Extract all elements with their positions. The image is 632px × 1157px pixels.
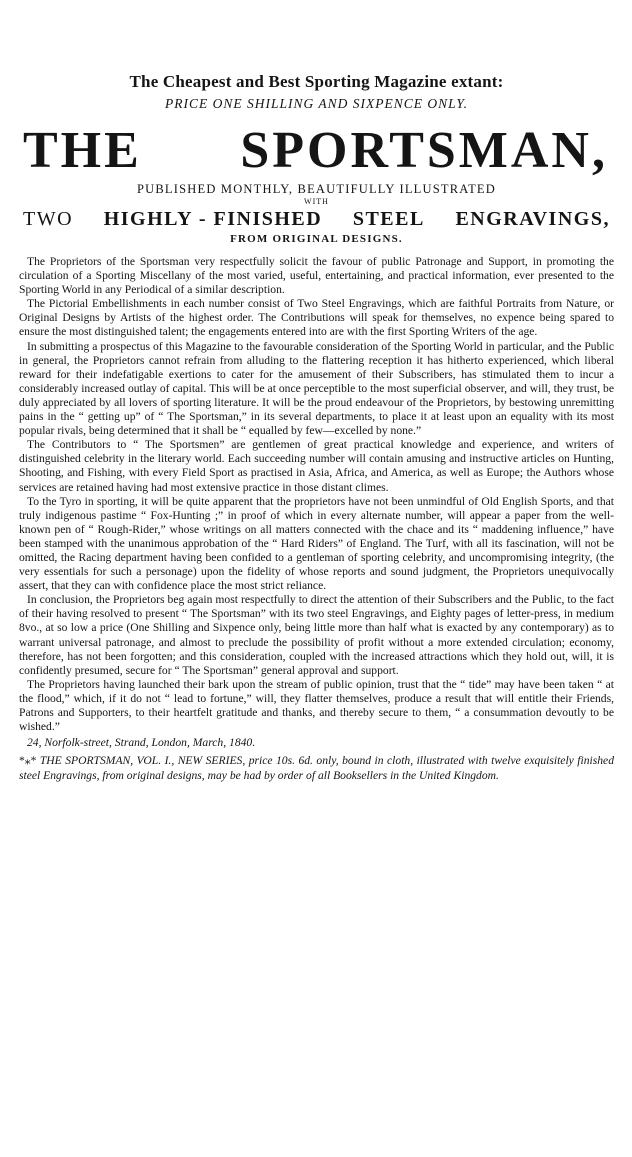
engravings-word-highly-finished: HIGHLY - FINISHED xyxy=(103,208,323,230)
paragraph-prospectus: In submitting a prospectus of this Magazine to the favourable consideration of the Sporting World in particular, and the Public in general, the Proprietors cannot refrain from alluding to the flattering reception it has hitherto experienced, which liberal reward for their indefatigable exertions to cater for the amusement of their Subscribers, has stimulated them to incur a considerably increased outlay of capital. This will be at once perceptible to the most superficial observer, and will, they trust, be duly appreciated by all lovers of sporting literature. It will be the proud endeavour of the Proprietors, by bestowing unremitting pains in the “ getting up” of “ The Sportsman,” in its several departments, to place it at least upon an equality with its most popular rivals, being determined that it shall be “ equalled by few—excelled by none.” xyxy=(19,339,614,438)
paragraph-proprietors: The Proprietors having launched their bark upon the stream of public opinion, trust that the “ tide” may have been taken “ at the flood,” which, if it do not “ lead to fortune,” will, they flatter themselves, produce a result that will entitle their Friends, Patrons and Supporters, to their heartfelt gratitude and thanks, and thereby secure to them, “ a consummation devoutly to be wished.” xyxy=(19,677,614,734)
paragraph-embellishments: The Pictorial Embellishments in each number consist of Two Steel Engravings, which are faithful Portraits from Nature, or Original Designs by Artists of the highest order. The Contributions will speak for themselves, no expence being spared to ensure the most distinguished talent; the engagements entered into are with the first Sporting Writers of the age. xyxy=(19,297,614,339)
paragraph-conclusion: In conclusion, the Proprietors beg again most respectfully to direct the attention of their Subscribers and the Public, to the fact of their having resolved to present “ The Sportsman” with its two steel Engravings, and Eighty pages of letter-press, in medium 8vo., at so low a price (One Shilling and Sixpence only, being little more than half what is exacted by any contemporary) as to warrant universal patronage, and almost to preclude the possibility of profit without a more extended circulation; economy, therefore, has not been forgotten; and this consideration, coupled with the increased attractions which they hold out, will, it is confidently presumed, secure for “ The Sportsman” general approval and support. xyxy=(19,593,614,677)
designs-line: FROM ORIGINAL DESIGNS. xyxy=(230,233,403,245)
paragraph-contributors: The Contributors to “ The Sportsmen” are gentlemen of great practical knowledge and experience, and writers of distinguished celebrity in the literary world. Each succeeding number will contain amusing and instructive articles on Hunting, Shooting, and Fishing, with every Field Sport as practised in Asia, Africa, and America, as well as Europe; the Authors whose services are retained having had most extensive practice in those distant climes. xyxy=(19,438,614,494)
paragraph-tyro: To the Tyro in sporting, it will be quite apparent that the proprietors have not been unmindful of Old English Sports, and that truly indigenous pastime “ Fox-Hunting ;” in proof of which in every alternate number, will appear a paper from the well-known pen of “ Rough-Rider,” whose writings on all matters connected with the chace and its “ maddening influence,” have been stamped with the unanimous approbation of the “ Hard Riders” of England. The Turf, with all its fascination, will not be omitted, the Racing department having been confided to a gentleman of sporting celebrity, and uncompromising integrity, (the very essentials for such a personage) upon the fidelity of whose reports and sound judgment, the Proprietors unequivocally assert, that they can with confidence place the most strict reliance. xyxy=(19,494,614,593)
masthead-title xyxy=(23,123,608,179)
headline: The Cheapest and Best Sporting Magazine extant: xyxy=(129,72,504,91)
footer-text: THE SPORTSMAN, VOL. I., NEW SERIES, price 10s. 6d. only, bound in cloth, illustrated with twelve exquisitely finished steel Engravings, from original designs, may be had by order of all Booksellers in the United Kingdom. xyxy=(19,754,614,782)
with-word: WITH xyxy=(304,197,329,206)
title-word-sportsman: SPORTSMAN, xyxy=(240,122,608,179)
footer-notice xyxy=(19,754,614,783)
paragraph-intro: The Proprietors of the Sportsman very respectfully solicit the favour of public Patronage and Support, in promoting the circulation of a Sporting Miscellany of the most varied, useful, entertaining, and practical information, ever presented to the Sporting World in any Periodical of a similar description. xyxy=(19,255,614,297)
price-line: PRICE ONE SHILLING AND SIXPENCE ONLY. xyxy=(164,96,468,111)
engravings-word-engravings: ENGRAVINGS, xyxy=(455,208,610,230)
address-line: 24, Norfolk-street, Strand, London, March, 1840. xyxy=(27,736,256,750)
engravings-word-two: TWO xyxy=(23,208,74,230)
engravings-line xyxy=(23,207,610,231)
asterism-icon: *⁎* xyxy=(19,754,37,768)
engravings-word-steel: STEEL xyxy=(352,208,425,230)
published-line: PUBLISHED MONTHLY, BEAUTIFULLY ILLUSTRATED xyxy=(137,182,496,196)
prospectus-body xyxy=(19,255,614,750)
title-word-the: THE xyxy=(23,122,142,179)
